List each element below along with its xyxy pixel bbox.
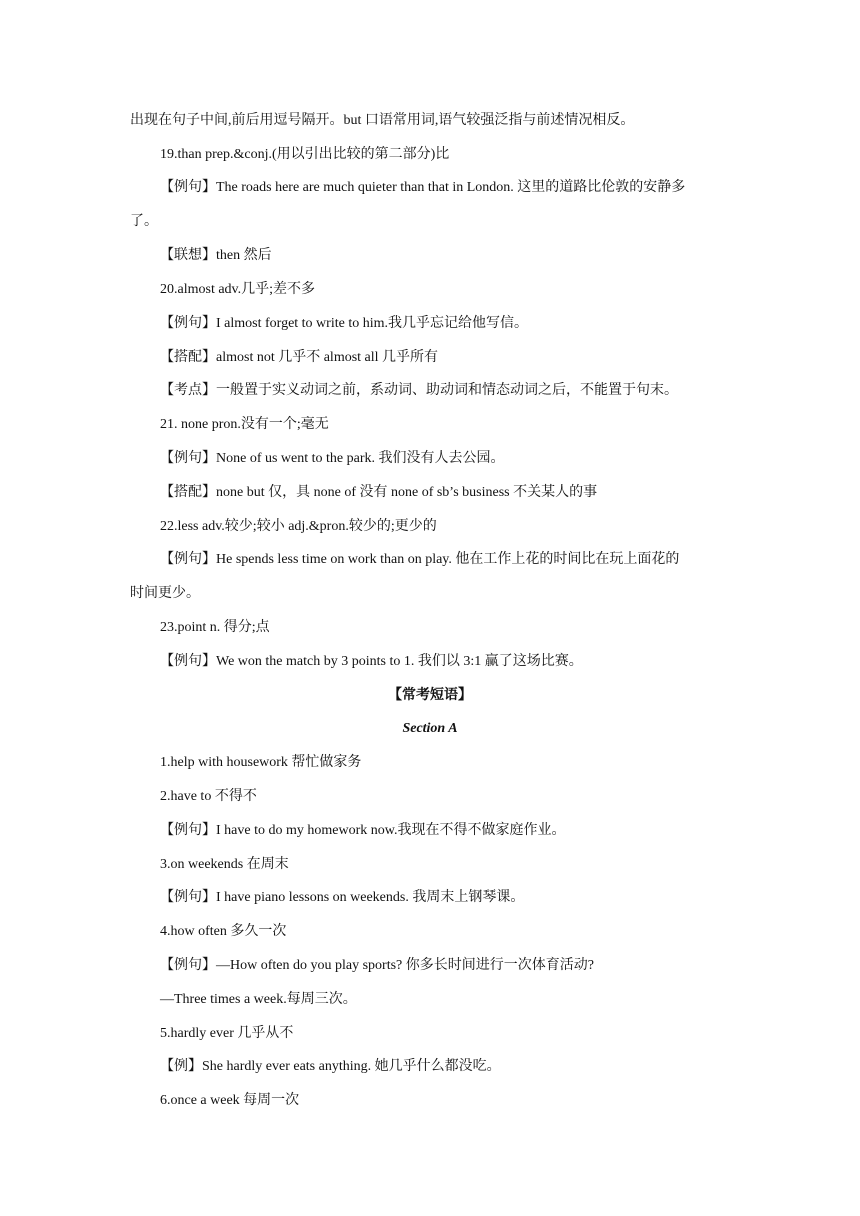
example-line: 【例句】None of us went to the park. 我们没有人去公园。 bbox=[160, 451, 505, 466]
phrase-heading: 3.on weekends 在周末 bbox=[160, 857, 289, 872]
section-title: 【常考短语】 bbox=[388, 688, 472, 703]
vocab-heading: 23.point n. 得分;点 bbox=[160, 620, 270, 635]
vocab-heading: 19.than prep.&conj.(用以引出比较的第二部分)比 bbox=[160, 147, 450, 162]
phrase-heading: 6.once a week 每周一次 bbox=[160, 1093, 300, 1108]
example-line: 【例句】The roads here are much quieter than that in London. 这里的道路比伦敦的安静多 bbox=[160, 180, 686, 195]
example-line: 【例句】We won the match by 3 points to 1. 我们以 3:1 赢了这场比赛。 bbox=[160, 654, 583, 669]
vocab-heading: 22.less adv.较少;较小 adj.&pron.较少的;更少的 bbox=[160, 519, 437, 534]
text-line: 出现在句子中间,前后用逗号隔开。but 口语常用词,语气较强泛指与前述情况相反。 bbox=[130, 113, 635, 128]
vocab-heading: 21. none pron.没有一个;毫无 bbox=[160, 417, 329, 432]
association-line: 【联想】then 然后 bbox=[160, 248, 272, 263]
example-line: 【例句】He spends less time on work than on play. 他在工作上花的时间比在玩上面花的 bbox=[160, 552, 680, 567]
vocab-heading: 20.almost adv.几乎;差不多 bbox=[160, 282, 316, 297]
phrase-heading: 5.hardly ever 几乎从不 bbox=[160, 1026, 294, 1041]
example-line: 【例句】I have piano lessons on weekends. 我周末上钢琴课。 bbox=[160, 890, 525, 905]
phrase-heading: 2.have to 不得不 bbox=[160, 789, 257, 804]
example-line: —Three times a week.每周三次。 bbox=[160, 992, 357, 1007]
section-subtitle: Section A bbox=[402, 721, 458, 736]
example-line: 【例句】I almost forget to write to him.我几乎忘记给他写信。 bbox=[160, 316, 528, 331]
example-line: 【例】She hardly ever eats anything. 她几乎什么都没吃。 bbox=[160, 1059, 501, 1074]
phrase-heading: 4.how often 多久一次 bbox=[160, 924, 287, 939]
collocation-line: 【搭配】none but 仅，具 none of 没有 none of sb’s business 不关某人的事 bbox=[160, 485, 598, 500]
text-line: 了。 bbox=[130, 214, 158, 229]
example-line: 【例句】—How often do you play sports? 你多长时间进行一次体育活动? bbox=[160, 958, 594, 973]
text-line: 时间更少。 bbox=[130, 586, 200, 601]
example-line: 【例句】I have to do my homework now.我现在不得不做家庭作业。 bbox=[160, 823, 566, 838]
phrase-heading: 1.help with housework 帮忙做家务 bbox=[160, 755, 362, 770]
collocation-line: 【搭配】almost not 几乎不 almost all 几乎所有 bbox=[160, 350, 439, 365]
exam-point-line: 【考点】一般置于实义动词之前，系动词、助动词和情态动词之后，不能置于句末。 bbox=[160, 383, 678, 398]
